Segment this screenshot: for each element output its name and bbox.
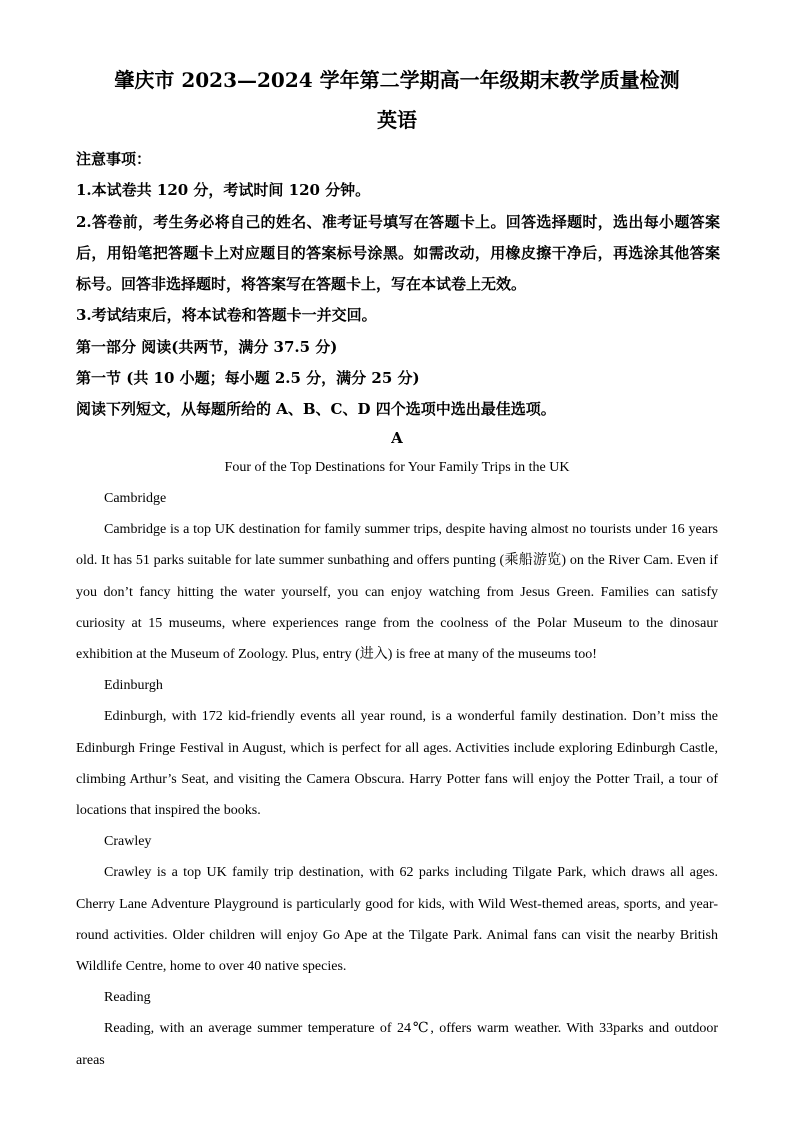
passage-body bbox=[76, 483, 718, 1076]
passage-letter: A bbox=[391, 429, 403, 447]
section-text-edinburgh: Edinburgh, with 172 kid-friendly events all year round, is a wonderful family destination. Don’t miss the Edinburgh Fringe Festival in August, which is perfect for all ages. Activities include exploring Edinburgh Castle, climbing Arthur’s Seat, and visiting the Camera Obscura. Harry Potter fans will enjoy the Potter Trail, a tour of locations that inspired the books. bbox=[76, 709, 718, 819]
section-text-reading: Reading, with an average summer temperature of 24℃, offers warm weather. With 33parks and outdoor areas bbox=[76, 1021, 718, 1068]
section-heading-cambridge: Cambridge bbox=[104, 491, 167, 506]
section-text-crawley: Crawley is a top UK family trip destination, with 62 parks including Tilgate Park, which draws all ages. Cherry Lane Adventure Playground is particularly good for kids, with Wild West-themed areas, sports, and year-round activities. Older children will enjoy Go Ape at the Tilgate Park. Animal fans can visit the nearby British Wildlife Centre, home to over 40 native species. bbox=[76, 865, 718, 975]
part-one-heading: 第一部分 阅读(共两节，满分 37.5 分) bbox=[76, 337, 338, 356]
section-text-cambridge: Cambridge is a top UK destination for family summer trips, despite having almost no tourists under 16 years old. It has 51 parks suitable for late summer sunbathing and offers punting (乘船游览) on the River Cam. Even if you don’t fancy hitting the water yourself, you can enjoy watching from Jesus Green. Families can satisfy curiosity at 15 museums, where experiences range from the coolness of the Polar Museum to the dinosaur exhibition at the Museum of Zoology. Plus, entry (进入) is free at many of the museums too! bbox=[76, 522, 718, 663]
section-heading-reading: Reading bbox=[104, 990, 151, 1006]
section-heading-crawley: Crawley bbox=[104, 834, 152, 850]
passage-title: Four of the Top Destinations for Your Family Trips in the UK bbox=[224, 460, 570, 475]
section-heading-edinburgh: Edinburgh bbox=[104, 678, 163, 694]
reading-instruction: 阅读下列短文，从每题所给的 A、B、C、D 四个选项中选出最佳选项。 bbox=[76, 400, 556, 419]
notes-label: 注意事项： bbox=[76, 150, 152, 168]
subject-title: 英语 bbox=[377, 108, 417, 132]
notes-item-2: 2.答卷前，考生务必将自己的姓名、准考证号填写在答题卡上。回答选择题时，选出每小题答案后，用铅笔把答题卡上对应题目的答案标号涂黑。如需改动，用橡皮擦干净后，再选涂其他答案标号。回答非选择题时，将答案写在答题卡上，写在本试卷上无效。 bbox=[76, 212, 720, 294]
section-one-heading: 第一节 (共 10 小题；每小题 2.5 分，满分 25 分) bbox=[76, 369, 420, 388]
exam-title: 肇庆市 2023—2024 学年第二学期高一年级期末教学质量检测 bbox=[114, 68, 680, 92]
notes-item-3: 3.考试结束后，将本试卷和答题卡一并交回。 bbox=[76, 306, 377, 325]
exam-notes bbox=[76, 144, 720, 426]
notes-item-1: 1.本试卷共 120 分，考试时间 120 分钟。 bbox=[76, 181, 371, 200]
